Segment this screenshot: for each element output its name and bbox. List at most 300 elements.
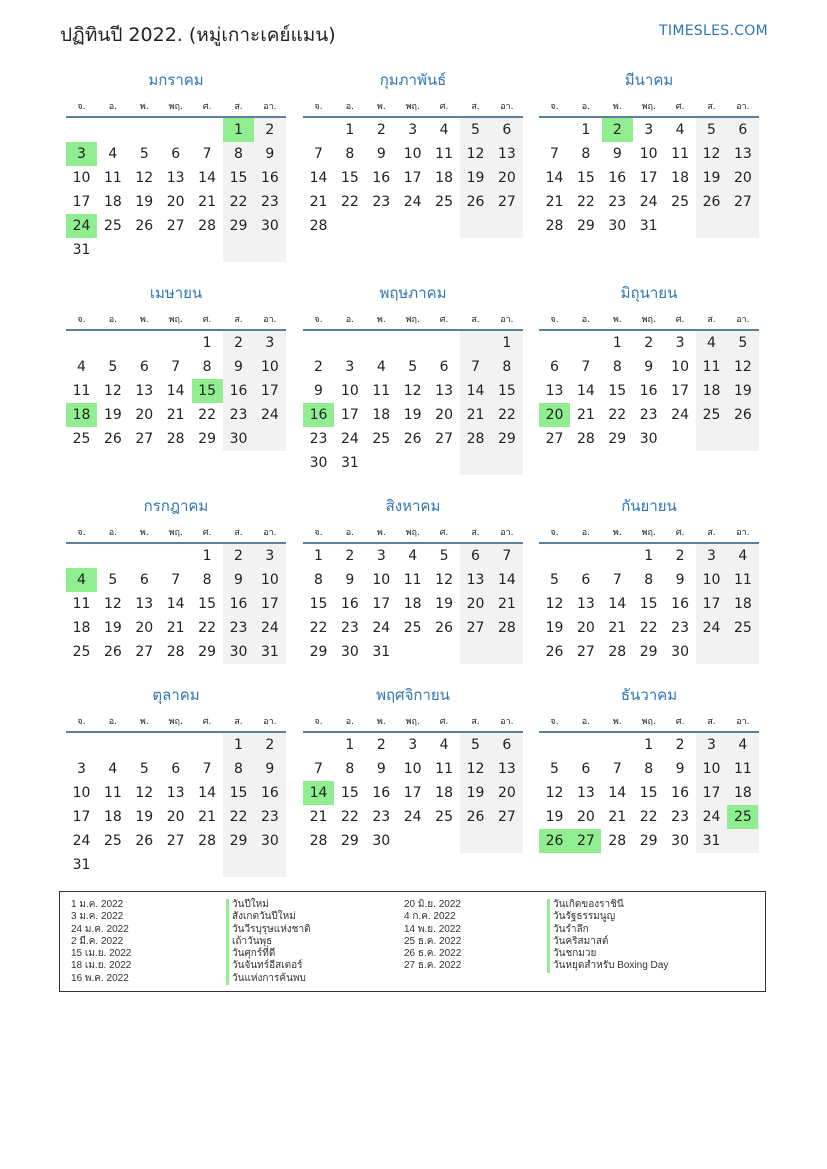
day-cell: 27 — [435, 431, 453, 447]
day-cell: 31 — [72, 242, 91, 258]
month-name: เมษายน — [149, 284, 203, 302]
day-cell: 20 — [135, 407, 154, 423]
day-cell: 15 — [229, 170, 248, 186]
day-cell: 23 — [372, 809, 391, 825]
weekday-label: อา. — [500, 528, 514, 538]
day-cell: 16 — [671, 596, 689, 612]
day-cell: 6 — [171, 761, 181, 777]
day-cell: 17 — [639, 170, 658, 186]
day-cell: 2 — [314, 359, 323, 375]
day-cell: 11 — [435, 146, 453, 162]
day-cell: 25 — [72, 644, 91, 660]
day-cell: 6 — [139, 572, 149, 588]
legend-holiday-date: 4 ก.ค. 2022 — [404, 911, 456, 923]
legend-holiday-date: 27 ธ.ค. 2022 — [404, 960, 462, 972]
day-cell: 20 — [135, 620, 154, 636]
weekday-label: พฤ. — [405, 717, 420, 727]
day-cell: 21 — [576, 407, 595, 423]
day-cell: 8 — [234, 146, 243, 162]
day-cell: 29 — [229, 218, 248, 234]
weekday-label: ส. — [707, 717, 716, 727]
day-cell: 28 — [166, 431, 185, 447]
day-cell: 11 — [103, 785, 122, 801]
holiday-day-cell: 14 — [303, 781, 334, 805]
holiday-day-cell: 24 — [66, 214, 97, 238]
day-cell: 28 — [198, 218, 216, 234]
weekday-label: พ. — [139, 315, 149, 325]
weekday-label: อา. — [736, 315, 750, 325]
legend-holiday-name: วันแห่งการค้นพบ — [226, 973, 311, 985]
weekday-label: จ. — [314, 102, 323, 112]
day-cell: 3 — [408, 737, 418, 753]
day-cell: 12 — [466, 761, 485, 777]
day-cell: 27 — [466, 620, 485, 636]
page-title: ปฏิทินปี 2022. (หมู่เกาะเคย์แมน) — [60, 24, 336, 46]
weekday-label: ส. — [707, 528, 716, 538]
day-cell: 29 — [639, 644, 658, 660]
day-cell: 9 — [675, 572, 685, 588]
day-cell: 21 — [545, 194, 564, 210]
day-cell: 29 — [198, 431, 216, 447]
weekday-label: ส. — [471, 102, 480, 112]
day-cell: 10 — [671, 359, 689, 375]
legend-right-names — [547, 899, 668, 973]
day-cell: 11 — [72, 596, 91, 612]
day-cell: 12 — [466, 146, 485, 162]
day-cell: 3 — [77, 761, 86, 777]
day-cell: 16 — [671, 785, 689, 801]
day-cell: 28 — [608, 644, 627, 660]
legend-holiday-date: 20 มิ.ย. 2022 — [404, 899, 461, 910]
day-cell: 24 — [639, 194, 658, 210]
day-cell: 11 — [435, 761, 453, 777]
day-cell: 27 — [576, 644, 595, 660]
holiday-day-cell: 26 — [539, 829, 570, 853]
day-cell: 6 — [502, 737, 512, 753]
day-cell: 18 — [435, 785, 453, 801]
weekday-label: จ. — [77, 717, 86, 727]
day-cell: 4 — [108, 761, 118, 777]
weekday-label: พฤ. — [641, 315, 656, 325]
day-cell: 7 — [612, 572, 622, 588]
weekday-label: พ. — [376, 315, 386, 325]
day-cell: 13 — [733, 146, 752, 162]
legend-holiday-name: วันศุกร์ที่ดี — [226, 948, 311, 960]
legend-holiday-date: 3 ม.ค. 2022 — [71, 911, 124, 923]
day-cell: 29 — [608, 431, 627, 447]
day-cell: 13 — [576, 785, 595, 801]
weekday-label: พ. — [376, 717, 386, 727]
day-cell: 23 — [671, 620, 689, 636]
day-cell: 24 — [403, 809, 422, 825]
day-cell: 14 — [466, 383, 485, 399]
day-cell: 1 — [502, 335, 512, 351]
weekday-label: อา. — [500, 102, 514, 112]
day-cell: 3 — [644, 122, 654, 138]
legend-holiday-name: วันวีรบุรุษแห่งชาติ — [226, 924, 311, 936]
day-cell: 16 — [229, 383, 248, 399]
day-cell: 2 — [376, 122, 386, 138]
day-cell: 28 — [198, 833, 216, 849]
day-cell: 10 — [403, 146, 422, 162]
day-cell: 22 — [639, 809, 658, 825]
day-cell: 4 — [77, 359, 86, 375]
day-cell: 28 — [545, 218, 564, 234]
weekday-label: พฤ. — [641, 102, 656, 112]
day-cell: 18 — [372, 407, 391, 423]
day-cell: 7 — [314, 761, 323, 777]
day-cell: 23 — [639, 407, 658, 423]
day-cell: 6 — [471, 548, 480, 564]
day-cell: 1 — [202, 548, 212, 564]
day-cell: 2 — [376, 737, 386, 753]
day-cell: 7 — [202, 146, 212, 162]
day-cell: 10 — [403, 761, 422, 777]
day-cell: 15 — [639, 596, 658, 612]
day-cell: 27 — [733, 194, 752, 210]
day-cell: 22 — [229, 809, 248, 825]
day-cell: 21 — [309, 809, 328, 825]
legend-holiday-name: สังเกตวันปีใหม่ — [226, 911, 311, 923]
weekday-label: จ. — [77, 528, 86, 538]
day-cell: 17 — [702, 785, 721, 801]
day-cell: 24 — [403, 194, 422, 210]
day-cell: 22 — [309, 620, 328, 636]
weekday-label: ส. — [707, 102, 716, 112]
day-cell: 14 — [608, 785, 627, 801]
day-cell: 25 — [103, 218, 122, 234]
day-cell: 19 — [702, 170, 721, 186]
weekday-label: อา. — [736, 717, 750, 727]
weekday-label: จ. — [550, 528, 559, 538]
day-cell: 20 — [466, 596, 485, 612]
day-cell: 26 — [733, 407, 752, 423]
day-cell: 10 — [702, 572, 721, 588]
day-cell: 14 — [497, 572, 516, 588]
day-cell: 9 — [234, 572, 243, 588]
day-cell: 20 — [497, 785, 516, 801]
weekday-label: อา. — [736, 102, 750, 112]
legend-holiday-name: วันคริสมาสต์ — [547, 936, 668, 948]
day-cell: 19 — [545, 809, 564, 825]
day-cell: 17 — [72, 809, 91, 825]
day-cell: 30 — [260, 218, 279, 234]
weekday-label: พฤ. — [168, 102, 183, 112]
month-name: ธันวาคม — [620, 686, 678, 704]
weekday-label: ศ. — [675, 528, 685, 538]
day-cell: 6 — [581, 572, 591, 588]
month-name: กรกฎาคม — [143, 497, 209, 515]
day-cell: 5 — [139, 146, 149, 162]
day-cell: 15 — [198, 596, 216, 612]
day-cell: 14 — [309, 170, 328, 186]
day-cell: 7 — [471, 359, 480, 375]
day-cell: 12 — [545, 785, 564, 801]
day-cell: 21 — [466, 407, 485, 423]
day-cell: 27 — [497, 194, 516, 210]
day-cell: 26 — [702, 194, 721, 210]
weekday-label: อ. — [581, 315, 591, 325]
day-cell: 13 — [135, 383, 154, 399]
weekday-label: อา. — [500, 315, 514, 325]
day-cell: 9 — [675, 761, 685, 777]
legend-holiday-name: วันชกมวย — [547, 948, 668, 960]
day-cell: 19 — [733, 383, 752, 399]
day-cell: 8 — [234, 761, 243, 777]
weekday-label: อา. — [263, 315, 277, 325]
weekday-label: จ. — [550, 717, 559, 727]
brand-link[interactable]: TIMESLES.COM — [659, 23, 768, 39]
day-cell: 20 — [497, 170, 516, 186]
day-cell: 14 — [608, 596, 627, 612]
day-cell: 17 — [403, 170, 422, 186]
holiday-day-cell: 20 — [539, 403, 570, 427]
day-cell: 11 — [671, 146, 689, 162]
day-cell: 4 — [707, 335, 716, 351]
day-cell: 5 — [738, 335, 748, 351]
day-cell: 8 — [644, 761, 654, 777]
day-cell: 18 — [403, 596, 422, 612]
day-cell: 15 — [639, 785, 658, 801]
day-cell: 26 — [403, 431, 422, 447]
legend-holiday-name: วันรำลึก — [547, 924, 668, 936]
day-cell: 16 — [260, 170, 279, 186]
day-cell: 14 — [576, 383, 595, 399]
weekday-label: อ. — [345, 717, 355, 727]
day-cell: 31 — [260, 644, 279, 660]
day-cell: 3 — [265, 548, 275, 564]
day-cell: 15 — [497, 383, 516, 399]
weekday-label: อา. — [736, 528, 750, 538]
weekday-label: อ. — [108, 528, 118, 538]
day-cell: 22 — [497, 407, 516, 423]
day-cell: 11 — [103, 170, 122, 186]
day-cell: 5 — [471, 122, 480, 138]
day-cell: 30 — [229, 431, 248, 447]
weekday-label: ส. — [707, 315, 716, 325]
day-cell: 24 — [372, 620, 391, 636]
weekday-label: ส. — [234, 315, 243, 325]
day-cell: 28 — [497, 620, 516, 636]
day-cell: 17 — [72, 194, 91, 210]
day-cell: 31 — [372, 644, 391, 660]
holiday-day-cell: 27 — [570, 829, 601, 853]
day-cell: 29 — [639, 833, 658, 849]
holiday-day-cell: 2 — [602, 118, 633, 142]
day-cell: 16 — [372, 785, 391, 801]
day-cell: 10 — [260, 359, 279, 375]
weekday-label: อ. — [345, 102, 355, 112]
weekday-label: พฤ. — [405, 528, 420, 538]
day-cell: 5 — [408, 359, 418, 375]
weekday-label: พ. — [612, 717, 622, 727]
day-cell: 25 — [103, 833, 122, 849]
day-cell: 11 — [403, 572, 422, 588]
day-cell: 27 — [166, 833, 185, 849]
holiday-legend — [59, 891, 766, 992]
legend-holiday-name: วันจันทร์อีสเตอร์ — [226, 960, 311, 972]
day-cell: 1 — [644, 737, 654, 753]
legend-holiday-date: 15 เม.ย. 2022 — [71, 948, 132, 960]
day-cell: 4 — [108, 146, 118, 162]
day-cell: 12 — [545, 596, 564, 612]
day-cell: 23 — [309, 431, 328, 447]
day-cell: 25 — [733, 620, 752, 636]
day-cell: 7 — [502, 548, 512, 564]
weekday-label: อ. — [581, 528, 591, 538]
day-cell: 29 — [497, 431, 516, 447]
day-cell: 19 — [135, 194, 154, 210]
day-cell: 30 — [229, 644, 248, 660]
weekday-label: อา. — [263, 528, 277, 538]
day-cell: 21 — [166, 407, 185, 423]
day-cell: 3 — [675, 335, 685, 351]
day-cell: 11 — [72, 383, 91, 399]
day-cell: 22 — [340, 194, 359, 210]
day-cell: 18 — [671, 170, 689, 186]
day-cell: 21 — [166, 620, 185, 636]
day-cell: 23 — [372, 194, 391, 210]
day-cell: 15 — [229, 785, 248, 801]
day-cell: 26 — [435, 620, 453, 636]
day-cell: 23 — [229, 407, 248, 423]
day-cell: 26 — [466, 194, 485, 210]
day-cell: 11 — [702, 359, 721, 375]
day-cell: 20 — [733, 170, 752, 186]
weekday-label: จ. — [550, 102, 559, 112]
day-cell: 6 — [139, 359, 149, 375]
day-cell: 25 — [435, 809, 453, 825]
day-cell: 13 — [135, 596, 154, 612]
day-cell: 13 — [497, 761, 516, 777]
day-cell: 30 — [340, 644, 359, 660]
day-cell: 25 — [372, 431, 391, 447]
day-cell: 7 — [612, 761, 622, 777]
weekday-label: ศ. — [202, 102, 212, 112]
day-cell: 5 — [550, 572, 559, 588]
day-cell: 8 — [345, 761, 355, 777]
weekday-label: พฤ. — [168, 528, 183, 538]
legend-holiday-date: 2 มี.ค. 2022 — [71, 935, 124, 947]
day-cell: 31 — [72, 857, 91, 873]
legend-holiday-date: 24 ม.ค. 2022 — [71, 923, 129, 935]
weekday-label: ส. — [234, 102, 243, 112]
day-cell: 18 — [733, 596, 752, 612]
day-cell: 1 — [581, 122, 591, 138]
weekday-label: อา. — [263, 717, 277, 727]
day-cell: 9 — [265, 761, 275, 777]
day-cell: 19 — [403, 407, 422, 423]
day-cell: 19 — [435, 596, 453, 612]
legend-holiday-date: 18 เม.ย. 2022 — [71, 960, 132, 972]
day-cell: 26 — [466, 809, 485, 825]
day-cell: 27 — [497, 809, 516, 825]
day-cell: 9 — [376, 146, 386, 162]
day-cell: 23 — [340, 620, 359, 636]
day-cell: 30 — [671, 644, 689, 660]
legend-left-dates — [71, 899, 131, 985]
day-cell: 26 — [135, 833, 154, 849]
day-cell: 10 — [72, 170, 91, 186]
weekday-label: จ. — [77, 315, 86, 325]
day-cell: 24 — [702, 809, 721, 825]
day-cell: 30 — [372, 833, 391, 849]
day-cell: 2 — [234, 548, 243, 564]
weekday-label: อ. — [108, 315, 118, 325]
holiday-day-cell: 16 — [303, 403, 334, 427]
day-cell: 30 — [671, 833, 689, 849]
day-cell: 28 — [608, 833, 627, 849]
weekday-label: พ. — [376, 528, 386, 538]
day-cell: 9 — [234, 359, 243, 375]
day-cell: 30 — [608, 218, 627, 234]
day-cell: 27 — [135, 431, 154, 447]
day-cell: 7 — [171, 572, 181, 588]
day-cell: 23 — [260, 194, 279, 210]
day-cell: 2 — [234, 335, 243, 351]
day-cell: 3 — [376, 548, 386, 564]
month-name: มกราคม — [148, 71, 204, 89]
day-cell: 1 — [612, 335, 622, 351]
day-cell: 15 — [608, 383, 627, 399]
month-name: กุมภาพันธ์ — [379, 71, 447, 89]
weekday-label: จ. — [550, 315, 559, 325]
day-cell: 3 — [265, 335, 275, 351]
day-cell: 26 — [103, 431, 122, 447]
day-cell: 22 — [229, 194, 248, 210]
weekday-label: จ. — [314, 528, 323, 538]
weekday-label: ศ. — [439, 102, 449, 112]
day-cell: 7 — [171, 359, 181, 375]
month-name: พฤษภาคม — [379, 284, 447, 302]
day-cell: 3 — [408, 122, 418, 138]
day-cell: 8 — [612, 359, 622, 375]
day-cell: 10 — [639, 146, 658, 162]
legend-holiday-name: เถ้าวันพุธ — [226, 936, 311, 948]
day-cell: 13 — [166, 785, 185, 801]
day-cell: 9 — [644, 359, 654, 375]
day-cell: 1 — [314, 548, 323, 564]
day-cell: 28 — [309, 833, 328, 849]
day-cell: 4 — [439, 122, 449, 138]
day-cell: 26 — [545, 644, 564, 660]
day-cell: 13 — [435, 383, 453, 399]
day-cell: 29 — [229, 833, 248, 849]
day-cell: 22 — [340, 809, 359, 825]
day-cell: 23 — [229, 620, 248, 636]
legend-left-names — [226, 899, 311, 985]
day-cell: 13 — [576, 596, 595, 612]
weekday-label: ส. — [471, 528, 480, 538]
weekday-label: อ. — [581, 717, 591, 727]
day-cell: 4 — [408, 548, 418, 564]
day-cell: 5 — [108, 359, 118, 375]
legend-right-dates — [404, 899, 461, 973]
day-cell: 20 — [166, 809, 185, 825]
day-cell: 16 — [260, 785, 279, 801]
day-cell: 2 — [345, 548, 355, 564]
weekday-label: ส. — [234, 528, 243, 538]
day-cell: 3 — [345, 359, 355, 375]
day-cell: 18 — [702, 383, 721, 399]
day-cell: 11 — [733, 572, 752, 588]
day-cell: 8 — [502, 359, 512, 375]
day-cell: 15 — [576, 170, 595, 186]
month-name: มีนาคม — [624, 71, 674, 89]
day-cell: 24 — [72, 833, 91, 849]
day-cell: 7 — [550, 146, 559, 162]
day-cell: 30 — [309, 455, 328, 471]
